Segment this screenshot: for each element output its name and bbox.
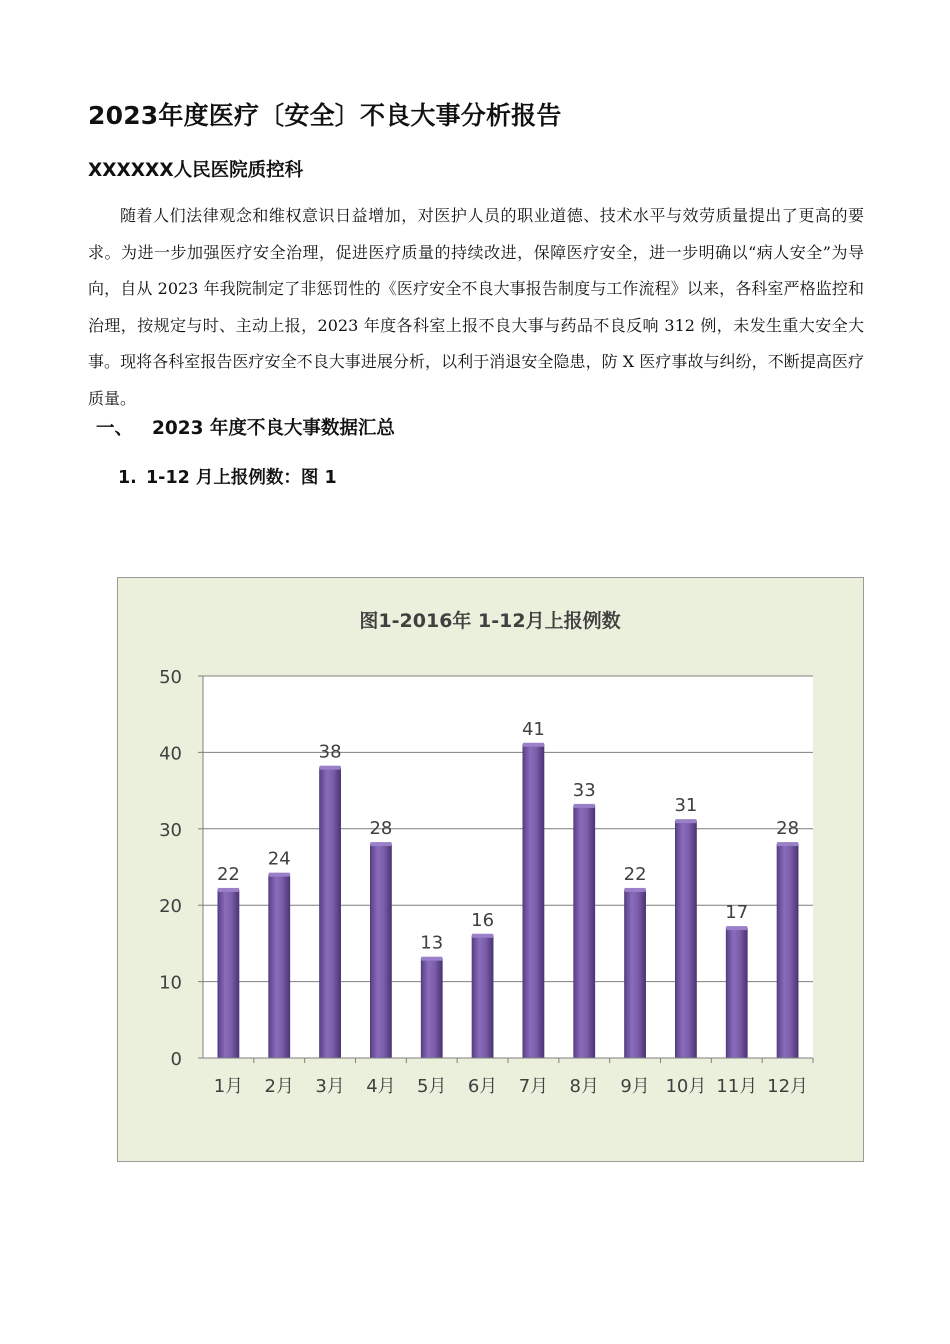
bar-top [320,766,341,770]
x-tick-label: 7月 [518,1076,549,1097]
data-label: 38 [318,741,342,763]
x-tick-label: 10月 [665,1076,707,1097]
subsection-title: 1-12 月上报例数：图 1 [146,468,337,488]
x-tick-label: 5月 [417,1076,447,1097]
x-tick-label: 6月 [467,1076,498,1097]
bar-6 [472,936,493,1058]
bar-top [370,842,391,846]
bar-7 [523,745,544,1058]
data-label: 13 [420,932,444,954]
x-tick-label: 3月 [315,1076,345,1097]
x-tick-label: 12月 [767,1076,809,1097]
x-tick-label: 9月 [620,1076,650,1097]
section-number: 一、 [96,418,134,439]
bar-top [726,926,747,930]
x-tick-label: 4月 [366,1076,396,1097]
data-label: 22 [623,863,647,885]
subsection-heading-1 [118,464,337,489]
y-axis-ticks [159,667,203,1070]
data-label: 24 [267,848,291,870]
plot-area [203,676,813,1058]
intro-text: 随着人们法律观念和维权意识日益增加，对医护人员的职业道德、技术水平与效劳质量提出了更高的要求。为进一步加强医疗安全治理，促进医疗质量的持续改进，保障医疗安全，进一步明确以“病人安全”为导向，自从 2023 年我院制定了非惩罚性的《医疗安全不良大事报告制度与工作流程》以来，各科室严格监控和治理，按规定与时、主动上报，2023 年度各科室上报不良大事与药品不良反响 312 例，未发生重大安全大事。现将各科室报告医疗安全不良大事进展分析，以利于消退安全隐患，防 X 医疗事故与纠纷，不断提高医疗质量。 [88,206,864,408]
bar-top [421,957,442,961]
x-tick-label: 8月 [569,1076,599,1097]
bar-11 [726,928,747,1058]
bar-top [218,888,239,892]
data-label: 33 [572,779,596,801]
document-subtitle: XXXXXX人民医院质控科 [88,160,304,181]
bar-top [675,819,696,823]
y-tick-label: 50 [159,667,182,688]
bar-3 [320,768,341,1058]
data-label: 17 [725,902,749,924]
bar-9 [625,890,646,1058]
x-tick-label: 11月 [716,1076,758,1097]
x-axis-ticks [214,1058,813,1097]
bar-top [472,934,493,938]
data-label: 16 [471,909,495,931]
bar-chart [118,578,863,1161]
bar-top [625,888,646,892]
bar-5 [421,959,442,1058]
bar-8 [574,806,595,1058]
y-tick-label: 0 [170,1049,182,1070]
data-label: 28 [369,818,393,840]
data-label: 28 [776,818,800,840]
intro-paragraph [88,198,864,417]
data-label: 41 [521,718,545,740]
x-tick-label: 1月 [213,1076,244,1097]
x-tick-label: 2月 [264,1076,294,1097]
y-tick-label: 10 [159,972,182,994]
section-title: 2023 年度不良大事数据汇总 [152,418,395,439]
document-title: 2023年度医疗〔安全〕不良大事分析报告 [88,101,562,130]
data-label: 22 [216,863,240,885]
section-heading-1 [96,414,395,440]
bar-2 [269,875,290,1058]
chart-title: 图1-2016年 1-12月上报例数 [359,610,621,632]
chart-frame [117,577,864,1162]
bar-1 [218,890,239,1058]
y-tick-label: 40 [159,743,182,765]
bar-10 [675,821,696,1058]
bar-4 [370,844,391,1058]
y-tick-label: 20 [159,896,182,918]
bar-top [523,743,544,747]
subsection-number: 1. [118,468,137,488]
bar-top [777,842,798,846]
bar-top [574,804,595,808]
bar-12 [777,844,798,1058]
data-label: 31 [674,795,698,817]
y-tick-label: 30 [159,819,182,841]
bar-top [269,873,290,877]
